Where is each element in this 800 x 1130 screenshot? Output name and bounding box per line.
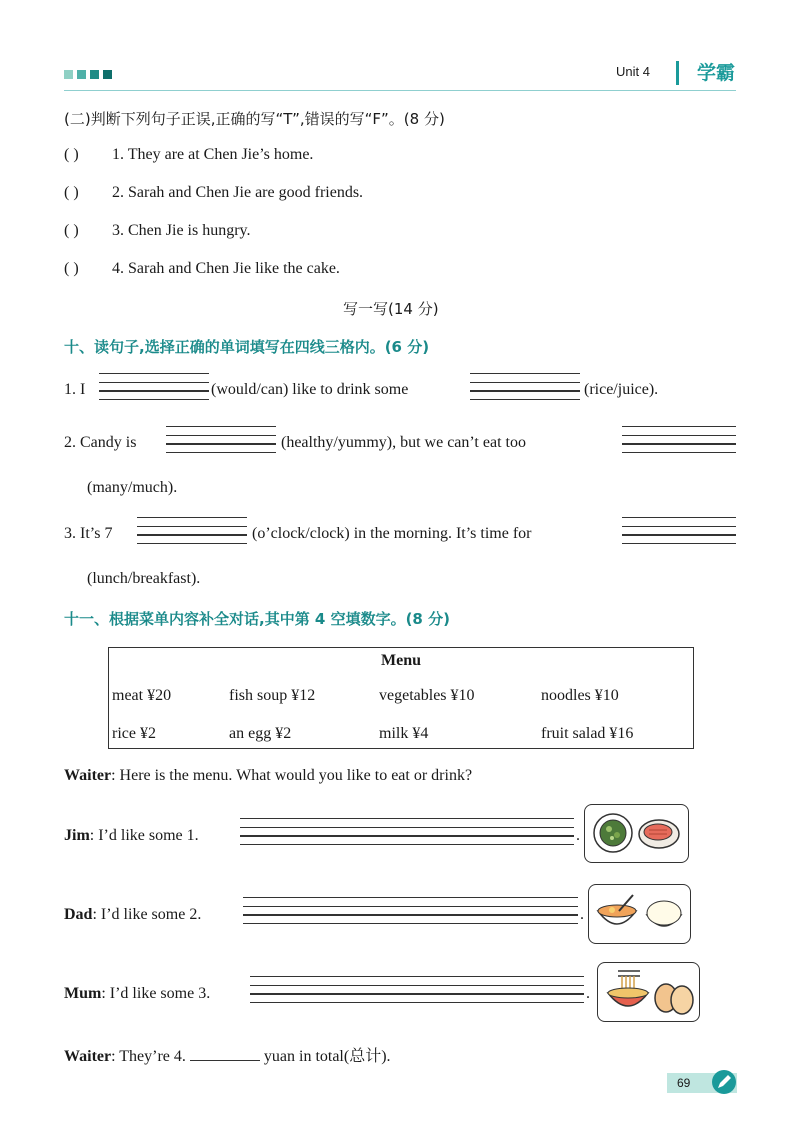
- mum-answer-blank[interactable]: [250, 976, 584, 1002]
- meat-vegetables-picture: [584, 804, 689, 863]
- square-4: [103, 70, 112, 79]
- dialog-waiter-line-1: [64, 767, 472, 785]
- dad-line-period: .: [580, 906, 584, 923]
- jim-answer-blank[interactable]: [240, 818, 574, 844]
- speaker-mum: Mum: [64, 985, 102, 1002]
- q3-blank-1[interactable]: [137, 517, 247, 543]
- dialog-dad-line: [64, 906, 201, 924]
- mum-line-period: .: [586, 985, 590, 1002]
- q3-part-c: (lunch/breakfast).: [87, 570, 201, 587]
- food-icons: [585, 805, 688, 862]
- speaker-jim: Jim: [64, 827, 90, 844]
- square-2: [77, 70, 86, 79]
- total-price-blank[interactable]: [190, 1046, 260, 1061]
- header-bar: [676, 61, 679, 85]
- tf-answer-1[interactable]: ( ): [64, 146, 79, 163]
- q2-part-a: 2. Candy is: [64, 434, 137, 451]
- menu-item: noodles ¥10: [541, 687, 619, 704]
- menu-item: an egg ¥2: [229, 725, 292, 742]
- q1-part-b: (would/can) like to drink some: [211, 381, 409, 398]
- square-3: [90, 70, 99, 79]
- menu-item: milk ¥4: [379, 725, 429, 742]
- tf-answer-4[interactable]: ( ): [64, 260, 79, 277]
- page-number-tab: [667, 1073, 737, 1093]
- speaker-dad: Dad: [64, 906, 93, 923]
- tf-answer-2[interactable]: ( ): [64, 184, 79, 201]
- menu-title: Menu: [381, 652, 421, 669]
- tf-item-3: 3. Chen Jie is hungry.: [112, 222, 251, 239]
- section-eleven-title: 十一、根据菜单内容补全对话,其中第 4 空填数字。(8 分): [64, 610, 450, 628]
- q2-blank-1[interactable]: [166, 426, 276, 452]
- menu-item: fruit salad ¥16: [541, 725, 634, 742]
- tf-item-2: 2. Sarah and Chen Jie are good friends.: [112, 184, 364, 201]
- header-rule: [64, 90, 736, 91]
- q2-part-b: (healthy/yummy), but we can’t eat too: [281, 434, 526, 451]
- food-icons: [589, 885, 690, 943]
- q3-blank-2[interactable]: [622, 517, 736, 543]
- q2-part-c: (many/much).: [87, 479, 178, 496]
- mum-line-text: : I’d like some 3.: [101, 985, 211, 1002]
- dialog-jim-line: [64, 827, 199, 845]
- jim-line-period: .: [576, 827, 580, 844]
- speaker-waiter: Waiter: [64, 1048, 112, 1065]
- dialog-waiter-line-2: [64, 1043, 391, 1066]
- page-number: 69: [677, 1076, 691, 1090]
- q1-blank-2[interactable]: [470, 373, 580, 399]
- menu-table: [108, 647, 694, 749]
- q1-part-a: 1. I: [64, 381, 86, 398]
- noodles-eggs-picture: [597, 962, 700, 1022]
- brand-logo: 学霸: [696, 62, 735, 84]
- q3-part-b: (o’clock/clock) in the morning. It’s time for: [252, 525, 532, 542]
- dad-answer-blank[interactable]: [243, 897, 578, 923]
- waiter-line-2-text-a: : They’re 4.: [111, 1048, 186, 1065]
- waiter-line-2-text-b: yuan in total(总计).: [263, 1048, 391, 1065]
- write-part-title: 写一写(14 分): [343, 300, 439, 318]
- q1-blank-1[interactable]: [99, 373, 209, 399]
- section-two-title: (二)判断下列句子正误,正确的写“T”,错误的写“F”。(8 分): [64, 110, 445, 128]
- dialog-mum-line: [64, 985, 210, 1003]
- pencil-icon: [711, 1069, 737, 1095]
- header-decoration: [64, 70, 112, 79]
- square-1: [64, 70, 73, 79]
- menu-item: fish soup ¥12: [229, 687, 316, 704]
- q1-part-c: (rice/juice).: [584, 381, 659, 398]
- section-ten-title: 十、读句子,选择正确的单词填写在四线三格内。(6 分): [64, 338, 430, 356]
- speaker-waiter: Waiter: [64, 767, 112, 784]
- soup-rice-picture: [588, 884, 691, 944]
- jim-line-text: : I’d like some 1.: [89, 827, 199, 844]
- dad-line-text: : I’d like some 2.: [92, 906, 202, 923]
- menu-item: vegetables ¥10: [379, 687, 475, 704]
- q3-part-a: 3. It’s 7: [64, 525, 113, 542]
- food-icons: [598, 963, 699, 1021]
- tf-answer-3[interactable]: ( ): [64, 222, 79, 239]
- tf-item-4: 4. Sarah and Chen Jie like the cake.: [112, 260, 340, 277]
- unit-label: Unit 4: [616, 64, 650, 79]
- menu-item: rice ¥2: [112, 725, 156, 742]
- tf-item-1: 1. They are at Chen Jie’s home.: [112, 146, 314, 163]
- waiter-line-1-text: : Here is the menu. What would you like to eat or drink?: [111, 767, 473, 784]
- menu-item: meat ¥20: [112, 687, 172, 704]
- q2-blank-2[interactable]: [622, 426, 736, 452]
